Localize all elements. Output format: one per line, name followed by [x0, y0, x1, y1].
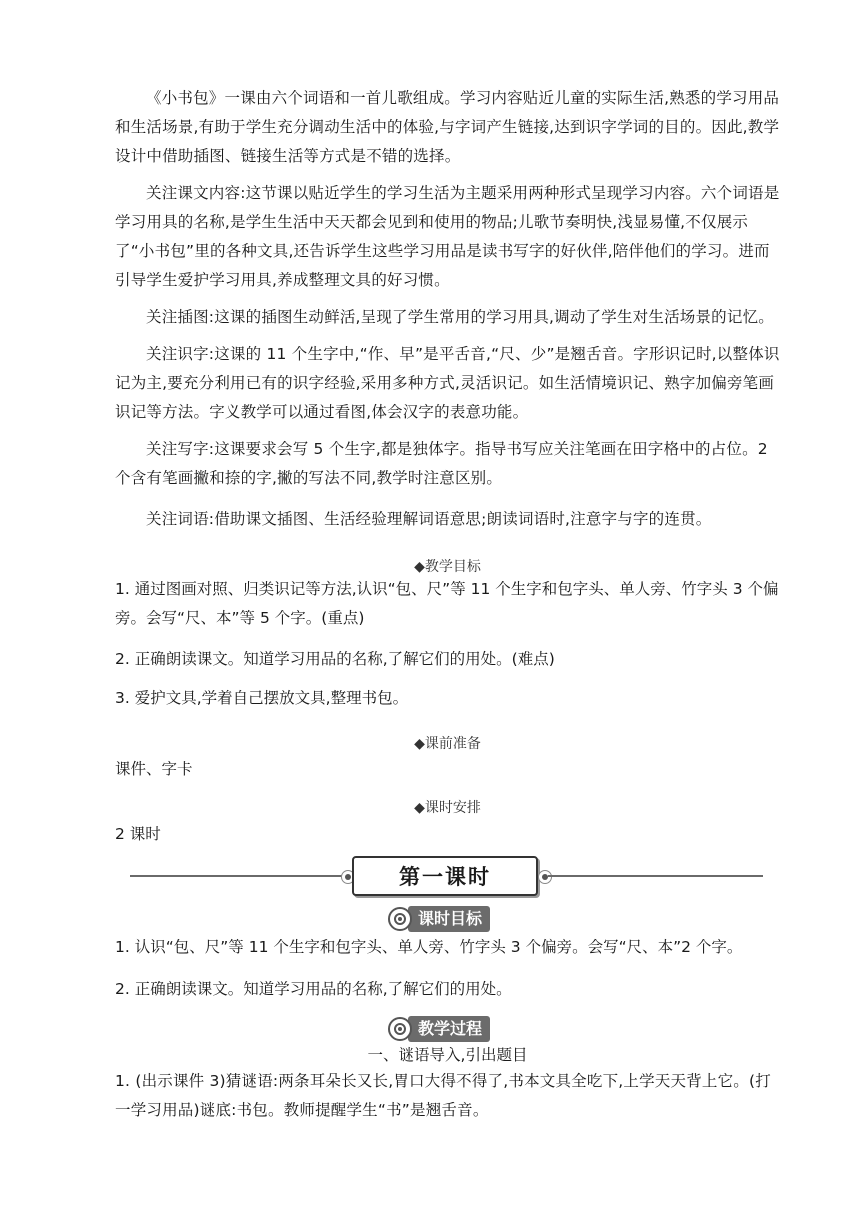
left-rule	[130, 875, 346, 877]
lesson-title-bar	[130, 856, 763, 896]
schedule-text: 2 课时	[115, 825, 161, 843]
intro-paragraph: 《小书包》一课由六个词语和一首儿歌组成。学习内容贴近儿童的实际生活,熟悉的学习用品和生活场景,有助于学生充分调动生活中的体验,与字词产生链接,达到识字学词的目的。因此,教学设计中借助插图、链接生活等方式是不错的选择。	[115, 89, 780, 165]
preparation-heading: ◆课前准备	[414, 736, 481, 752]
teaching-goals-heading: ◆教学目标	[414, 559, 481, 575]
badge-label: 教学过程	[408, 1016, 490, 1042]
vocabulary-focus-paragraph: 关注词语:借助课文插图、生活经验理解词语意思;朗读词语时,注意字与字的连贯。	[146, 510, 712, 528]
writing-focus-paragraph: 关注写字:这课要求会写 5 个生字,都是独体字。指导书写应关注笔画在田字格中的占位。2 个含有笔画撇和捺的字,撇的写法不同,教学时注意区别。	[115, 440, 768, 487]
section-title: 一、谜语导入,引出题目	[367, 1046, 528, 1064]
literacy-focus-paragraph: 关注识字:这课的 11 个生字中,“作、早”是平舌音,“尺、少”是翘舌音。字形识记时,以整体识记为主,要充分利用已有的识字经验,采用多种方式,灵活识记。如生活情境识记、熟字加偏旁笔画识记等方法。字义教学可以通过看图,体会汉字的表意功能。	[115, 345, 780, 421]
objective-item-2: 2. 正确朗读课文。知道学习用品的名称,了解它们的用处。	[115, 980, 512, 998]
process-step-1: 1. (出示课件 3)猜谜语:两条耳朵长又长,胃口大得不得了,书本文具全吃下,上学天天背上它。(打一学习用品)谜底:书包。教师提醒学生“书”是翘舌音。	[115, 1072, 771, 1119]
preparation-text: 课件、字卡	[115, 760, 193, 778]
right-rule	[548, 875, 763, 877]
lesson-title: 第一课时	[352, 856, 538, 896]
target-icon	[388, 907, 412, 931]
illustration-focus-paragraph: 关注插图:这课的插图生动鲜活,呈现了学生常用的学习用具,调动了学生对生活场景的记忆。	[146, 308, 774, 326]
teaching-process-badge	[388, 1016, 490, 1042]
lesson-objectives-badge	[388, 906, 490, 932]
target-icon	[388, 1017, 412, 1041]
content-focus-paragraph: 关注课文内容:这节课以贴近学生的学习生活为主题采用两种形式呈现学习内容。六个词语是学习用具的名称,是学生生活中天天都会见到和使用的物品;儿歌节奏明快,浅显易懂,不仅展示了“小书包”里的各种文具,还告诉学生这些学习用品是读书写字的好伙伴,陪伴他们的学习。进而引导学生爱护学习用具,养成整理文具的好习惯。	[115, 184, 780, 289]
goal-item-1: 1. 通过图画对照、归类识记等方法,认识“包、尺”等 11 个生字和包字头、单人旁、竹字头 3 个偏旁。会写“尺、本”等 5 个字。(重点)	[115, 580, 779, 627]
objective-item-1: 1. 认识“包、尺”等 11 个生字和包字头、单人旁、竹字头 3 个偏旁。会写“尺、本”2 个字。	[115, 938, 743, 956]
goal-item-2: 2. 正确朗读课文。知道学习用品的名称,了解它们的用处。(难点)	[115, 650, 555, 668]
badge-label: 课时目标	[408, 906, 490, 932]
schedule-heading: ◆课时安排	[414, 800, 481, 816]
right-bullet	[538, 870, 552, 884]
goal-item-3: 3. 爱护文具,学着自己摆放文具,整理书包。	[115, 689, 409, 707]
